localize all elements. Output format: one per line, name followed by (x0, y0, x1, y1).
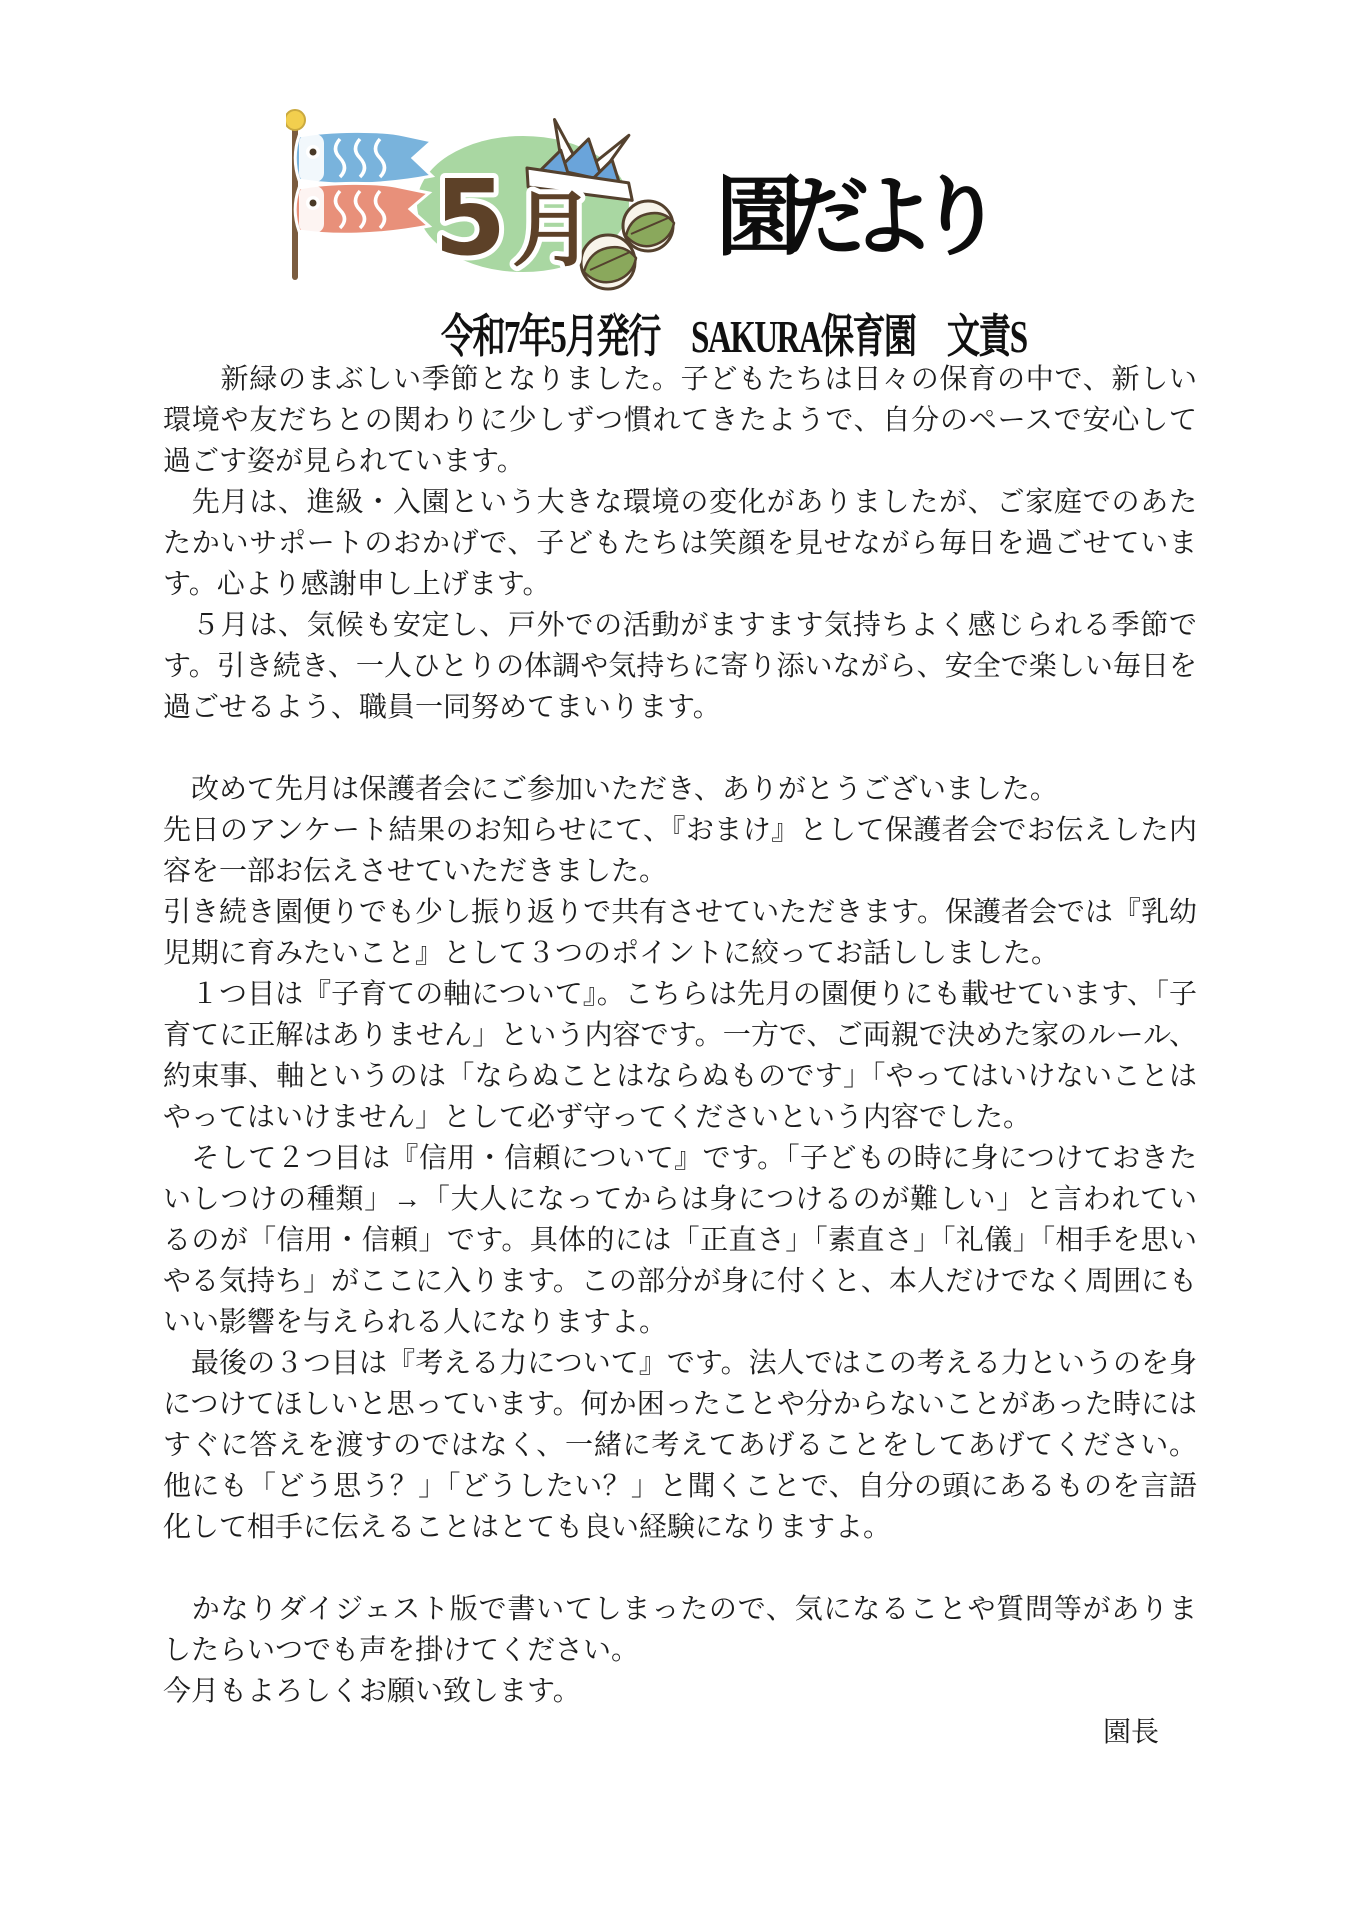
paragraph: 最後の３つ目は『考える力について』です。法人ではこの考える力というのを身につけてほしいと思っています。何か困ったことや分からないことがあった時にはすぐに答えを渡すのではなく、一緒に考えてあげることをしてあげてください。他にも「どう思う？」「どうしたい？」と聞くことで、自分の頭にあるものを言語化して相手に伝えることはとても良い経験になりますよ。 (163, 1347, 1197, 1542)
paragraph: １つ目は『子育ての軸について』。こちらは先月の園便りにも載せています、「子育てに正解はありません」という内容です。一方で、ご両親で決めた家のルール、約束事、軸というのは「ならぬことはならぬものです」「やってはいけないことはやってはいけません」として必ず守ってくださいという内容でした。 (163, 978, 1197, 1132)
paragraph: 新緑のまぶしい季節となりました。子どもたちは日々の保育の中で、新しい環境や友だちとの関わりに少しずつ慣れてきたようで、自分のペースで安心して過ごす姿が見られています。 (163, 363, 1197, 476)
paragraph: ５月は、気候も安定し、戸外での活動がますます気持ちよく感じられる季節です。引き続き、一人ひとりの体調や気持ちに寄り添いながら、安全で楽しい毎日を過ごせるよう、職員一同努めてまいります。 (163, 609, 1197, 722)
month-label: 5 月 (434, 157, 594, 279)
paragraph: 今月もよろしくお願い致します。 (163, 1675, 581, 1706)
koinobori-icon (286, 110, 432, 280)
may-illustration (286, 106, 691, 296)
paragraph: 先月は、進級・入園という大きな環境の変化がありましたが、ご家庭でのあたたかいサポートのおかげで、子どもたちは笑顔を見せながら毎日を過ごせています。心より感謝申し上げます。 (163, 486, 1197, 599)
paragraph: そして２つ目は『信用・信頼について』です。「子どもの時に身につけておきたいしつけの種類」→「大人になってからは身につけるのが難しい」と言われているのが「信用・信頼」です。具体的には「正直さ」「素直さ」「礼儀」「相手を思いやる気持ち」がここに入ります。この部分が身に付くと、本人だけでなく周囲にもいい影響を与えられる人になりますよ。 (163, 1142, 1197, 1337)
blank-line (163, 1547, 1197, 1588)
paragraph: 先日のアンケート結果のお知らせにて、『おまけ』として保護者会でお伝えした内容を一部お伝えさせていただきました。 (163, 814, 1197, 886)
blank-line (163, 727, 1197, 768)
body-text (163, 358, 1197, 1752)
paragraph: かなりダイジェスト版で書いてしまったので、気になることや質問等がありましたらいつでも声を掛けてください。 (163, 1593, 1197, 1665)
signature: 園長 (1102, 1716, 1159, 1747)
paragraph: 改めて先月は保護者会にご参加いただき、ありがとうございました。 (163, 773, 1058, 804)
paragraph: 引き続き園便りでも少し振り返りで共有させていただきます。保護者会では『乳幼児期に育みたいこと』として３つのポイントに絞ってお話ししました。 (163, 896, 1197, 968)
issue-line: 令和7年5月発行 SAKURA保育園 文責S (441, 311, 1027, 362)
newsletter-title: 園だより (716, 168, 985, 267)
paragraphs (163, 358, 1197, 1711)
